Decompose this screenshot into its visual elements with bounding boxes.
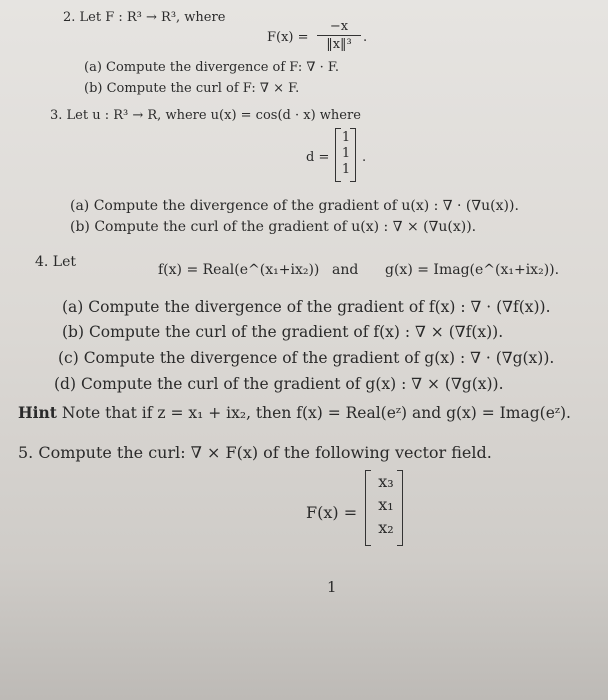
f-vector-entry-3: x₂ — [378, 518, 394, 537]
problem-4-g-definition: g(x) = Imag(e^(x₁+ix₂)). — [385, 262, 560, 278]
problem-2-formula-lhs: F(x) = — [267, 30, 309, 45]
problem-4-f-definition: f(x) = Real(e^(x₁+ix₂)) — [158, 262, 320, 278]
problem-5-f-lhs: F(x) = — [306, 503, 358, 522]
problem-5-header: 5. Compute the curl: ∇ × F(x) of the following vector field. — [18, 443, 492, 462]
problem-2-numerator: −x — [329, 19, 349, 34]
d-vector-right-bracket — [350, 128, 356, 182]
problem-3-d-lhs: d = — [306, 150, 330, 165]
problem-3-part-a: (a) Compute the divergence of the gradient of u(x) : ∇ · (∇u(x)). — [70, 198, 519, 214]
problem-4-part-c: (c) Compute the divergence of the gradient of g(x) : ∇ · (∇g(x)). — [58, 349, 555, 367]
problem-2-denominator: ‖x‖³ — [326, 37, 352, 52]
problem-4-part-b: (b) Compute the curl of the gradient of f(x) : ∇ × (∇f(x)). — [62, 323, 504, 341]
problem-4-hint — [18, 403, 571, 422]
problem-3-header: 3. Let u : R³ → R, where u(x) = cos(d · x) where — [50, 108, 361, 123]
hint-label: Hint — [18, 403, 57, 422]
f-vector-right-bracket — [397, 470, 403, 546]
problem-2-formula-tail: . — [363, 30, 368, 45]
page-number: 1 — [327, 578, 337, 596]
d-vector-entry-3: 1 — [341, 162, 351, 177]
problem-4-part-d: (d) Compute the curl of the gradient of g(x) : ∇ × (∇g(x)). — [54, 375, 504, 393]
f-vector-entry-2: x₁ — [378, 495, 394, 514]
problem-2-part-b: (b) Compute the curl of F: ∇ × F. — [84, 81, 300, 96]
d-vector-entry-2: 1 — [341, 146, 351, 161]
f-vector-entry-1: x₃ — [378, 472, 394, 491]
problem-3-d-tail: . — [362, 150, 367, 165]
problem-2-header: 2. Let F : R³ → R³, where — [63, 10, 226, 25]
problem-3-part-b: (b) Compute the curl of the gradient of u(x) : ∇ × (∇u(x)). — [70, 219, 477, 235]
problem-4-label: 4. Let — [35, 254, 77, 270]
problem-2-part-a: (a) Compute the divergence of F: ∇ · F. — [84, 60, 339, 75]
hint-text: Note that if z = x₁ + ix₂, then f(x) = Real(eᶻ) and g(x) = Imag(eᶻ). — [61, 404, 571, 422]
problem-2-fraction — [317, 19, 361, 52]
d-vector-entry-1: 1 — [341, 130, 351, 145]
problem-4-part-a: (a) Compute the divergence of the gradient of f(x) : ∇ · (∇f(x)). — [62, 298, 551, 316]
problem-4-and: and — [332, 262, 359, 278]
